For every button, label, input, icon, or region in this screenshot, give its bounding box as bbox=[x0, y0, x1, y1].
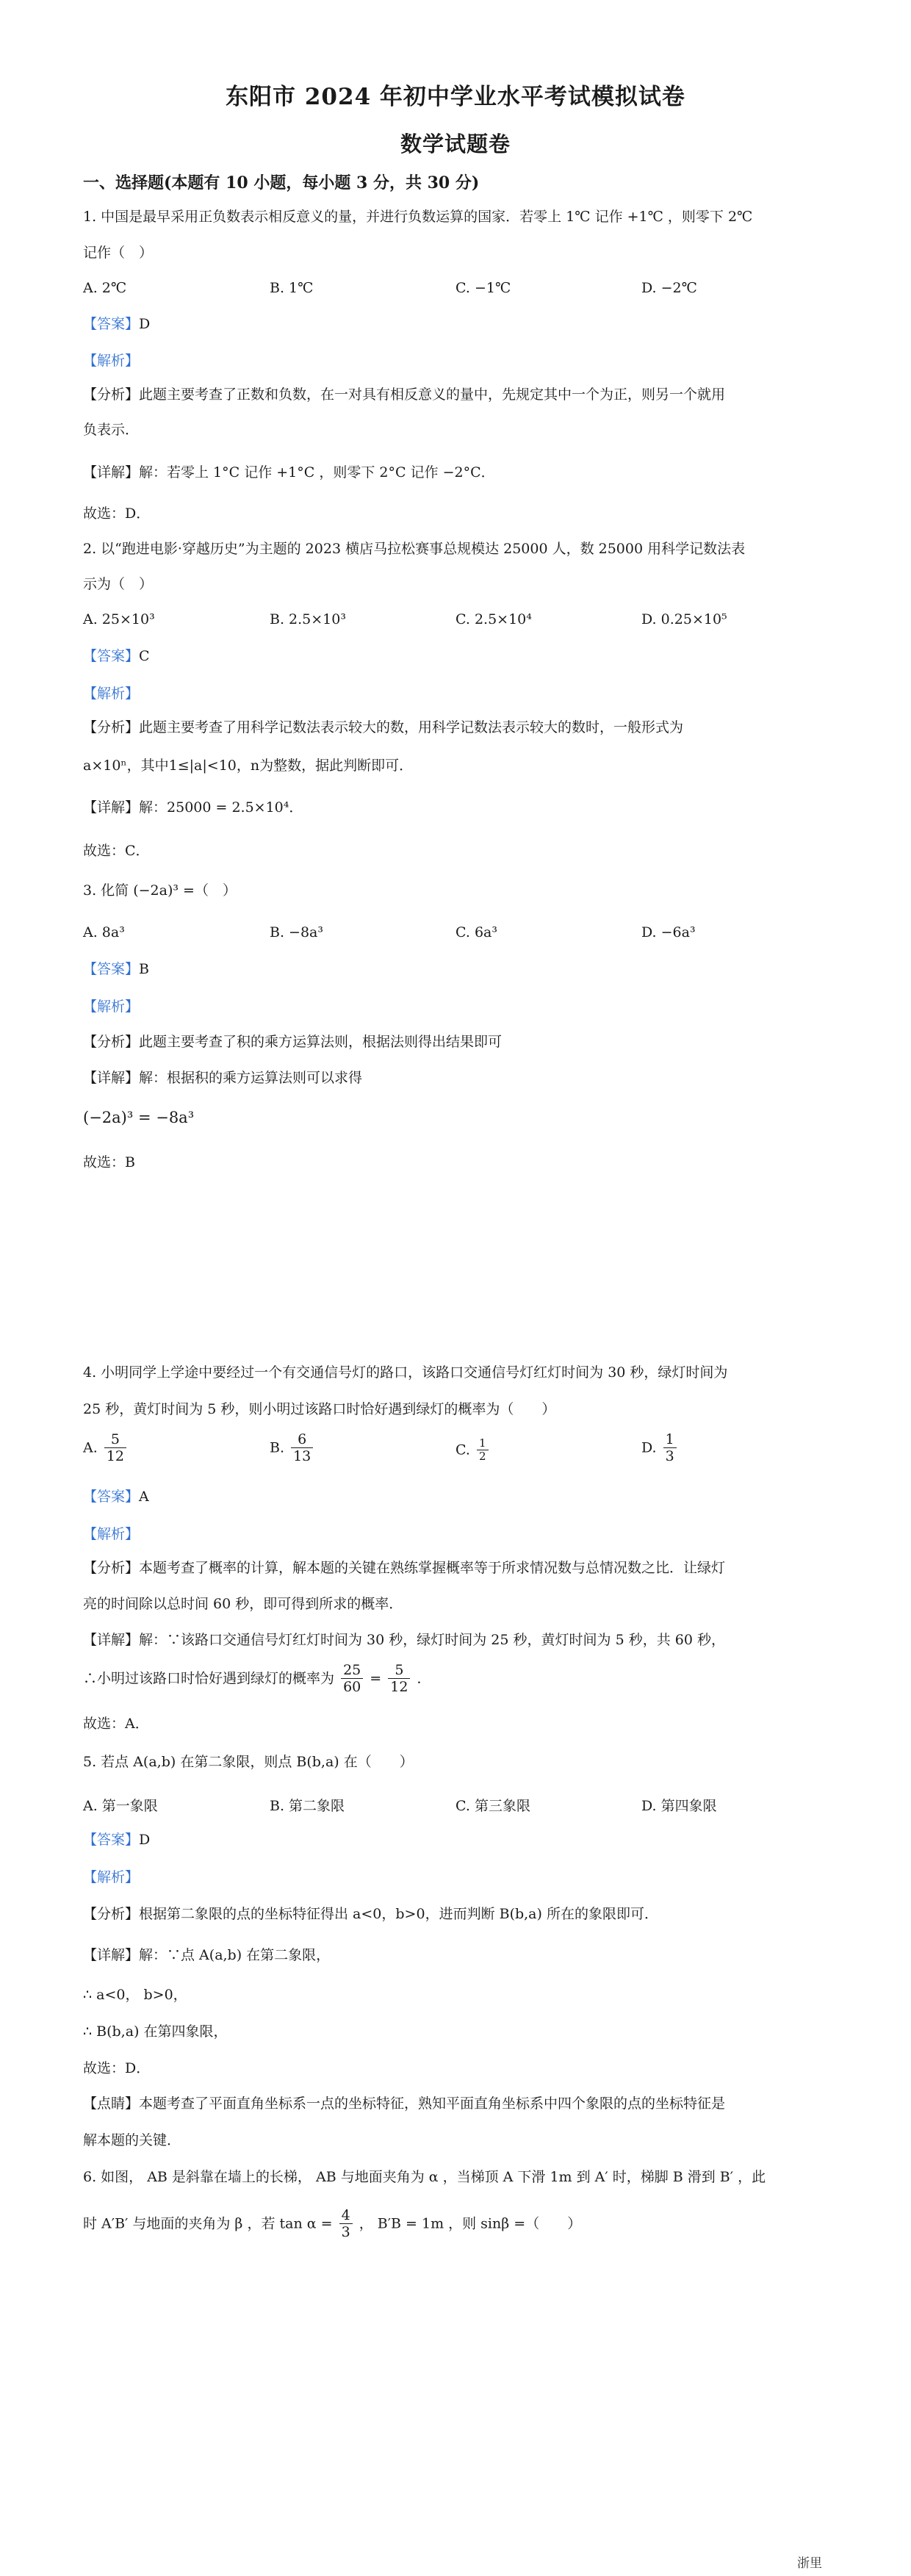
q4-answer-row: 【答案】A bbox=[83, 1489, 149, 1505]
q1-stem-line2: 记作（ ） bbox=[83, 245, 154, 261]
q2-fenxi-line1: 【分析】此题主要考查了用科学记数法表示较大的数，用科学记数法表示较大的数时，一般形式为 bbox=[83, 719, 684, 735]
q6-fraction-4-3: $\frac{4}{3}$ bbox=[339, 2207, 353, 2240]
q5-option-d: D. 第四象限 bbox=[641, 1798, 717, 1814]
q2-stem-line1: 2. 以“跑进电影·穿越历史”为主题的 2023 横店马拉松赛事总规模达 25000 人，数 25000 用科学记数法表 bbox=[83, 541, 746, 557]
q4-option-a-fraction: $\frac{5}{12}$ bbox=[104, 1431, 126, 1464]
q4-option-b: B. $\frac{6}{13}$ bbox=[270, 1431, 315, 1464]
q1-fenxi-line2: 负表示． bbox=[83, 422, 140, 438]
q2-analysis-tag: 【解析】 bbox=[83, 686, 140, 702]
q5-xiangjie: 【详解】解：∵点 A(a,b) 在第二象限， bbox=[83, 1947, 331, 1963]
q1-stem-line1: 1. 中国是最早采用正负数表示相反意义的量，并进行负数运算的国家．若零上 1℃ 记作 +1℃ ，则零下 2℃ bbox=[83, 209, 753, 225]
q5-answer: D bbox=[139, 1832, 151, 1848]
q4-answer: A bbox=[139, 1489, 149, 1505]
q1-fenxi-line1: 【分析】此题主要考查了正数和负数，在一对具有相反意义的量中，先规定其中一个为正，则另一个就用 bbox=[83, 386, 726, 403]
q5-step1: ∴ a<0， b>0， bbox=[83, 1987, 187, 2003]
q3-stem: 3. 化简 (−2a)³ =（ ） bbox=[83, 882, 237, 899]
q4-option-a: A. $\frac{5}{12}$ bbox=[83, 1431, 129, 1464]
q2-answer-row: 【答案】C bbox=[83, 648, 150, 664]
q3-answer: B bbox=[139, 961, 149, 977]
q2-fenxi-line2: a×10ⁿ，其中1≤|a|<10，n为整数，据此判断即可． bbox=[83, 758, 414, 774]
q5-dianjing-line2: 解本题的关键． bbox=[83, 2132, 181, 2148]
q3-option-d: D. −6a³ bbox=[641, 924, 696, 940]
q2-option-a: A. 25×10³ bbox=[83, 611, 155, 627]
q2-option-c: C. 2.5×10⁴ bbox=[455, 611, 532, 627]
q4-xiangjie-line2: ∴小明过该路口时恰好遇到绿灯的概率为 $\frac{25}{60}$ = $\frac{5}{12}$ ． bbox=[83, 1662, 431, 1695]
q1-option-d: D. −2℃ bbox=[641, 280, 697, 296]
q2-conclusion: 故选：C． bbox=[83, 843, 150, 859]
q5-option-b: B. 第二象限 bbox=[270, 1798, 345, 1814]
exam-subtitle: 数学试题卷 bbox=[400, 132, 511, 156]
dianjing-label: 【点睛】 bbox=[83, 2095, 140, 2112]
answer-label: 【答案】 bbox=[83, 316, 140, 332]
q5-step2: ∴ B(b,a) 在第四象限， bbox=[83, 2023, 228, 2040]
section-heading: 一、选择题(本题有 10 小题，每小题 3 分，共 30 分) bbox=[83, 173, 480, 193]
exam-title: 东阳市 2024 年初中学业水平考试模拟试卷 bbox=[226, 84, 685, 110]
q2-option-b: B. 2.5×10³ bbox=[270, 611, 346, 627]
q1-conclusion: 故选：D． bbox=[83, 506, 151, 522]
q1-xiangjie: 【详解】解：若零上 1°C 记作 +1°C ，则零下 2°C 记作 −2°C． bbox=[83, 464, 495, 481]
q5-dianjing-line1: 【点睛】本题考查了平面直角坐标系一点的坐标特征，熟知平面直角坐标系中四个象限的点的坐标特征是 bbox=[83, 2095, 726, 2112]
fenxi-label: 【分析】 bbox=[83, 386, 140, 403]
q5-option-a: A. 第一象限 bbox=[83, 1798, 158, 1814]
q4-option-d-fraction: $\frac{1}{3}$ bbox=[663, 1431, 677, 1464]
q3-option-b: B. −8a³ bbox=[270, 924, 323, 940]
q3-answer-row: 【答案】B bbox=[83, 961, 149, 977]
q6-stem-line2: 时 A′B′ 与地面的夹角为 β ，若 tan α = $\frac{4}{3}$ ， B′B = 1m ，则 sinβ =（ ） bbox=[83, 2207, 582, 2240]
q4-stem-line1: 4. 小明同学上学途中要经过一个有交通信号灯的路口，该路口交通信号灯红灯时间为 30 秒，绿灯时间为 bbox=[83, 1364, 728, 1381]
q4-option-c: C. $\frac{1}{2}$ bbox=[455, 1437, 491, 1463]
q2-stem-line2: 示为（ ） bbox=[83, 576, 154, 592]
q3-xiangjie: 【详解】解：根据积的乘方运算法则可以求得 bbox=[83, 1070, 363, 1086]
q1-option-a: A. 2℃ bbox=[83, 280, 127, 296]
q2-option-d: D. 0.25×10⁵ bbox=[641, 611, 727, 627]
q4-fraction-5-12: $\frac{5}{12}$ bbox=[388, 1662, 410, 1695]
q1-analysis-tag: 【解析】 bbox=[83, 353, 140, 369]
q4-fraction-25-60: $\frac{25}{60}$ bbox=[341, 1662, 363, 1695]
q1-option-c: C. −1℃ bbox=[455, 280, 511, 296]
q3-option-c: C. 6a³ bbox=[455, 924, 497, 940]
q1-option-b: B. 1℃ bbox=[270, 280, 314, 296]
q4-option-b-fraction: $\frac{6}{13}$ bbox=[291, 1431, 313, 1464]
q3-fenxi: 【分析】此题主要考查了积的乘方运算法则，根据法则得出结果即可 bbox=[83, 1034, 503, 1050]
q2-answer: C bbox=[139, 648, 150, 664]
q4-fenxi-line1: 【分析】本题考查了概率的计算，解本题的关键在熟练掌握概率等于所求情况数与总情况数之比．让绿灯 bbox=[83, 1560, 726, 1576]
q5-analysis-tag: 【解析】 bbox=[83, 1869, 140, 1885]
q4-conclusion: 故选：A． bbox=[83, 1716, 149, 1732]
xiangjie-label: 【详解】 bbox=[83, 464, 140, 481]
q4-option-d: D. $\frac{1}{3}$ bbox=[641, 1431, 679, 1464]
q5-stem: 5. 若点 A(a,b) 在第二象限，则点 B(b,a) 在（ ） bbox=[83, 1754, 414, 1770]
q4-fenxi-line2: 亮的时间除以总时间 60 秒，即可得到所求的概率． bbox=[83, 1596, 403, 1612]
q3-conclusion: 故选：B bbox=[83, 1154, 135, 1170]
q3-analysis-tag: 【解析】 bbox=[83, 999, 140, 1015]
q3-option-a: A. 8a³ bbox=[83, 924, 125, 940]
footer-mark: 浙里 bbox=[797, 2556, 822, 2571]
q4-analysis-tag: 【解析】 bbox=[83, 1526, 140, 1542]
q1-answer: D bbox=[139, 316, 151, 332]
q5-fenxi: 【分析】根据第二象限的点的坐标特征得出 a<0，b>0，进而判断 B(b,a) 所在的象限即可． bbox=[83, 1906, 658, 1922]
q4-option-c-fraction: $\frac{1}{2}$ bbox=[477, 1437, 489, 1463]
q4-stem-line2: 25 秒，黄灯时间为 5 秒，则小明过该路口时恰好遇到绿灯的概率为（ ） bbox=[83, 1401, 556, 1417]
q5-option-c: C. 第三象限 bbox=[455, 1798, 530, 1814]
q4-xiangjie-line1: 【详解】解：∵该路口交通信号灯红灯时间为 30 秒，绿灯时间为 25 秒，黄灯时间为 5 秒，共 60 秒， bbox=[83, 1632, 725, 1648]
q1-answer-row bbox=[83, 314, 150, 334]
q2-xiangjie: 【详解】解：25000 = 2.5×10⁴． bbox=[83, 799, 303, 816]
q5-conclusion: 故选：D． bbox=[83, 2060, 151, 2076]
q3-formula: (−2a)³ = −8a³ bbox=[83, 1109, 195, 1126]
q5-answer-row: 【答案】D bbox=[83, 1832, 151, 1848]
q6-stem-line1: 6. 如图， AB 是斜靠在墙上的长梯， AB 与地面夹角为 α ，当梯顶 A 下滑 1m 到 A′ 时，梯脚 B 滑到 B′ ，此 bbox=[83, 2169, 766, 2185]
